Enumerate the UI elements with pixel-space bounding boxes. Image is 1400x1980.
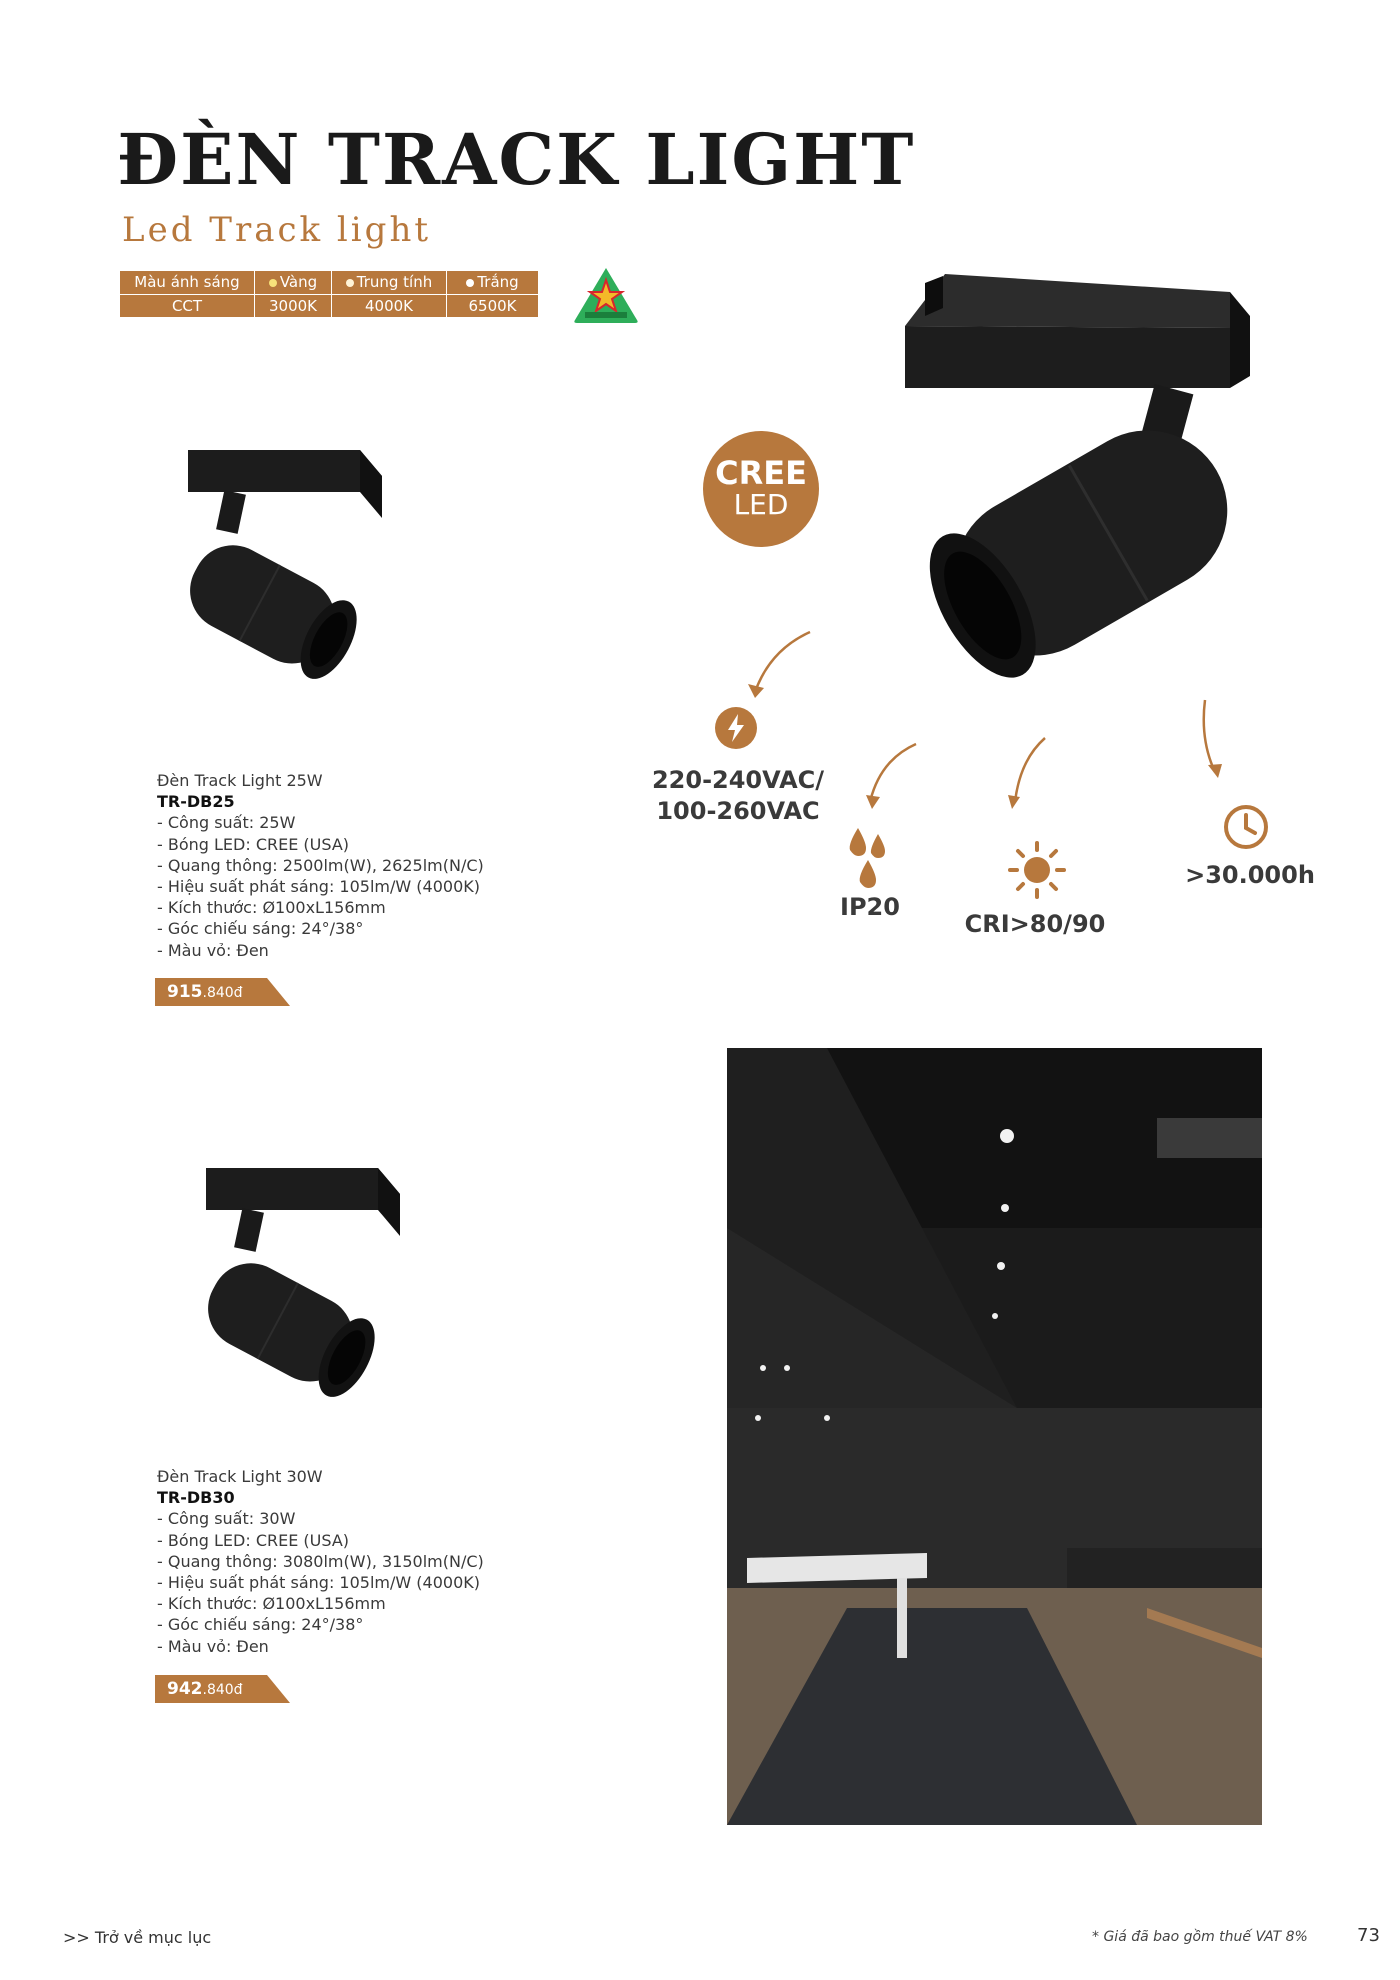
- spec-line: - Góc chiếu sáng: 24°/38°: [157, 1615, 364, 1635]
- feature-arrows-lower: [860, 735, 1100, 815]
- cct-label-neutral: Trung tính: [356, 273, 433, 291]
- lifetime-spec: >30.000h: [1185, 861, 1315, 889]
- spec-line: - Hiệu suất phát sáng: 105lm/W (4000K): [157, 877, 480, 897]
- cct-value-4000k: 4000K: [332, 295, 447, 318]
- cct-header-color: Màu ánh sáng: [120, 271, 255, 294]
- product-name: Đèn Track Light 25W: [157, 771, 323, 790]
- page-number: 73: [1357, 1925, 1380, 1946]
- spec-line: - Quang thông: 2500lm(W), 2625lm(N/C): [157, 855, 484, 875]
- spec-line: - Kích thước: Ø100xL156mm: [157, 898, 386, 918]
- cree-label: CREE: [715, 454, 807, 492]
- vat-note: * Giá đã bao gồm thuế VAT 8%: [1092, 1929, 1308, 1945]
- product-info-tr-db30: [157, 1466, 484, 1657]
- voltage-line-2: 100-260VAC: [656, 797, 820, 825]
- price-rest: .840đ: [202, 1682, 243, 1698]
- voltage-spec: [643, 765, 833, 827]
- spec-line: - Hiệu suất phát sáng: 105lm/W (4000K): [157, 1573, 480, 1593]
- spec-line: - Quang thông: 3080lm(W), 3150lm(N/C): [157, 1551, 484, 1571]
- cct-row-color: [120, 271, 538, 294]
- page-title: ĐÈN TRACK LIGHT: [117, 118, 916, 201]
- price-rest: .840đ: [202, 985, 243, 1001]
- price-tag-tr-db30: [155, 1675, 290, 1703]
- spec-line: - Màu vỏ: Đen: [157, 1636, 269, 1656]
- price-main: 915: [167, 982, 203, 1002]
- interior-photo: [727, 1048, 1262, 1825]
- cct-cell-warm: [255, 271, 332, 294]
- spec-line: - Góc chiếu sáng: 24°/38°: [157, 919, 364, 939]
- quality-star-icon: [573, 266, 639, 324]
- spec-line: - Màu vỏ: Đen: [157, 940, 269, 960]
- spec-line: - Công suất: 25W: [157, 813, 296, 833]
- cct-label-warm: Vàng: [279, 273, 318, 291]
- cct-cell-neutral: [332, 271, 447, 294]
- cct-row-kelvin: [120, 295, 538, 317]
- cree-led-badge: [703, 431, 819, 547]
- spec-line: - Bóng LED: CREE (USA): [157, 1530, 350, 1550]
- clock-icon: [1222, 803, 1270, 851]
- cct-value-6500k: 6500K: [468, 296, 517, 315]
- sun-icon: [1007, 840, 1067, 900]
- product-code: TR-DB30: [157, 1488, 235, 1508]
- water-drops-icon: [846, 826, 890, 890]
- ip-spec: IP20: [840, 893, 900, 921]
- product-name: Đèn Track Light 30W: [157, 1467, 323, 1486]
- product-image-tr-db25: [160, 440, 390, 700]
- price-main: 942: [167, 1679, 203, 1699]
- cct-header-cct: CCT: [120, 295, 255, 318]
- back-to-toc-link[interactable]: >> Trở về mục lục: [63, 1928, 212, 1947]
- product-code: TR-DB25: [157, 792, 235, 812]
- led-label: LED: [733, 488, 789, 521]
- voltage-line-1: 220-240VAC/: [651, 766, 825, 794]
- spec-line: - Công suất: 30W: [157, 1509, 296, 1529]
- white-dot-icon: [466, 279, 474, 287]
- page-subtitle: Led Track light: [122, 210, 431, 250]
- cct-value-3000k: 3000K: [255, 295, 332, 318]
- neutral-dot-icon: [346, 279, 354, 287]
- product-info-tr-db25: [157, 770, 484, 961]
- spec-line: - Kích thước: Ø100xL156mm: [157, 1594, 386, 1614]
- warm-dot-icon: [269, 279, 277, 287]
- cri-spec: CRI>80/90: [964, 910, 1106, 938]
- cct-label-white: Trắng: [477, 273, 519, 291]
- product-image-tr-db30: [178, 1158, 408, 1418]
- price-tag-tr-db25: [155, 978, 290, 1006]
- cct-table: [120, 271, 538, 317]
- spec-line: - Bóng LED: CREE (USA): [157, 834, 350, 854]
- cct-cell-white: [447, 271, 538, 294]
- lightning-icon: [714, 706, 758, 750]
